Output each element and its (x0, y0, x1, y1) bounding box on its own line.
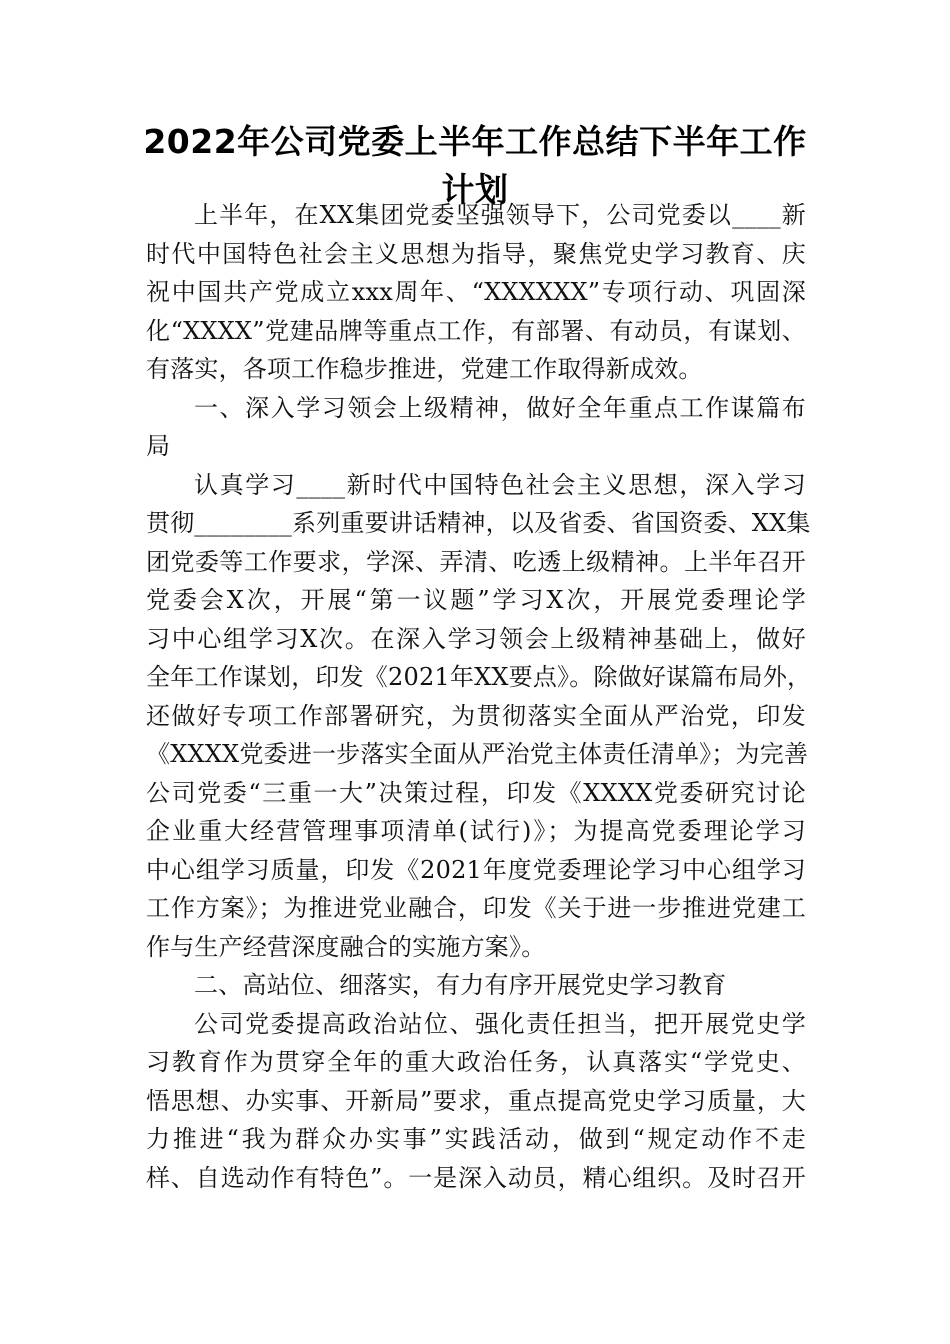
body-line: 习中心组学习X次。在深入学习领会上级精神基础上，做好 (146, 624, 806, 653)
document-body (146, 196, 812, 1197)
body-line: 工作方案》；为推进党业融合，印发《关于进一步推进党建工 (146, 894, 806, 922)
document-title-line-2: 计划 (441, 170, 509, 209)
body-line: 化“XXXX”党建品牌等重点工作，有部署、有动员，有谋划、 (146, 316, 806, 345)
body-line: 悟思想、办实事、开新局”要求，重点提高党史学习质量，大 (146, 1086, 806, 1115)
body-line: 一、深入学习领会上级精神，做好全年重点工作谋篇布 (194, 393, 806, 422)
body-line: 上半年，在XX集团党委坚强领导下，公司党委以____新 (194, 201, 806, 229)
document-title-line-1: 2022年公司党委上半年工作总结下半年工作 (143, 122, 807, 161)
body-line: 公司党委“三重一大”决策过程，印发《XXXX党委研究讨论 (146, 778, 806, 807)
body-line: 二、高站位、细落实，有力有序开展党史学习教育 (194, 971, 727, 999)
body-line: 全年工作谋划，印发《2021年XX要点》。除做好谋篇布局外， (146, 663, 812, 691)
body-line: 《XXXX党委进一步落实全面从严治党主体责任清单》；为完善 (146, 740, 809, 768)
body-line: 祝中国共产党成立xxx周年、“XXXXXX”专项行动、巩固深 (146, 278, 806, 306)
body-line: 中心组学习质量，印发《2021年度党委理论学习中心组学习 (146, 855, 806, 884)
body-line: 样、自选动作有特色”。一是深入动员，精心组织。及时召开 (146, 1163, 806, 1192)
body-line: 企业重大经营管理事项清单(试行)》；为提高党委理论学习 (146, 817, 806, 845)
body-line: 有落实，各项工作稳步推进，党建工作取得新成效。 (146, 355, 703, 383)
body-line: 贯彻________系列重要讲话精神，以及省委、省国资委、XX集 (146, 509, 811, 537)
body-line: 还做好专项工作部署研究，为贯彻落实全面从严治党，印发 (146, 701, 806, 730)
body-line: 公司党委提高政治站位、强化责任担当，把开展党史学 (194, 1009, 806, 1038)
body-line: 力推进“我为群众办实事”实践活动，做到“规定动作不走 (146, 1125, 806, 1153)
body-line: 认真学习____新时代中国特色社会主义思想，深入学习 (194, 470, 806, 499)
body-line: 党委会X次，开展“第一议题”学习X次，开展党委理论学 (146, 586, 806, 614)
body-line: 习教育作为贯穿全年的重大政治任务，认真落实“学党史、 (146, 1048, 806, 1076)
body-line: 团党委等工作要求，学深、弄清、吃透上级精神。上半年召开 (146, 547, 806, 576)
body-line: 局 (146, 432, 171, 460)
body-line: 作与生产经营深度融合的实施方案》。 (146, 932, 546, 961)
body-line: 时代中国特色社会主义思想为指导，聚焦党史学习教育、庆 (146, 239, 806, 268)
